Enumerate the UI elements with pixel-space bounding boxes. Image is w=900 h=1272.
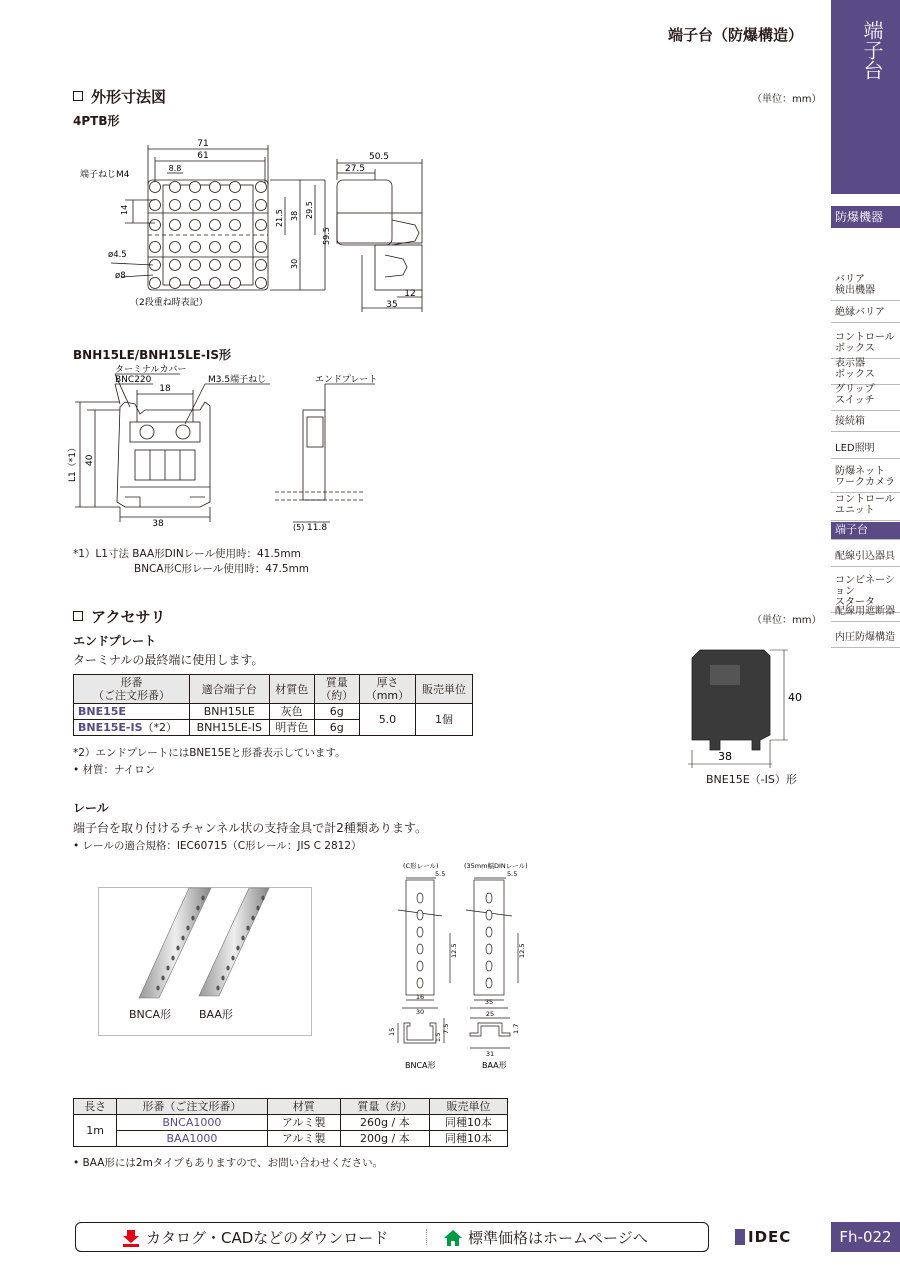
section-heading-outline [73,86,166,107]
price-link-label: 標準価格はホームページへ [468,1229,648,1247]
table-header: 販売単位 [429,1099,507,1115]
table-cell: 同種10本 [429,1115,507,1131]
table-cell-model [74,704,190,720]
screw-mark [210,182,221,193]
sidebar-item[interactable]: 絶縁バリア [831,305,900,323]
table-row [74,1115,508,1131]
footer-link-bar [75,1222,709,1252]
dim-5: (5) [293,523,305,532]
sidebar-item[interactable]: グリップ スイッチ [831,382,900,411]
rail-photo-image [99,888,311,1035]
page-number: Fh-022 [831,1222,900,1252]
square-bullet-icon [73,611,83,621]
rail-hole [176,946,179,951]
table-cell: 1個 [416,704,473,736]
sidebar-item[interactable]: 配線用遮断器 [831,604,900,622]
screw-mark [150,278,161,289]
rail-hole [181,936,184,941]
table-header: 質量 （約） [314,675,359,704]
subheading-4ptb: 4PTB形 [73,114,120,128]
dim-29-5: 29.5 [305,201,314,219]
dim-35: 35 [386,300,398,310]
endplate-description: ターミナルの最終端に使用します。 [73,653,264,667]
dim-5-5-din: 5.5 [507,870,518,878]
square-bullet-icon [73,91,83,101]
download-icon [122,1229,140,1247]
rail-description: 端子台を取り付けるチャンネル状の支持金具で計2種類あります。 [73,821,427,835]
dim-27-5: 27.5 [344,164,366,174]
table-cell: アルミ製 [267,1115,340,1131]
rail-hole [246,926,249,931]
label-screw: 端子ねじM4 [80,170,130,180]
dim-l1: L1（*1） [68,443,78,482]
rail-slot [417,978,423,988]
screw-mark [230,220,241,231]
screw-mark [230,200,241,211]
rail-hole [171,956,174,961]
table-header: 適合端子台 [189,675,269,704]
table-header: 質量（約） [340,1099,429,1115]
rail-photo [98,887,312,1036]
dim-38: 38 [290,210,299,221]
table-row [74,1131,508,1147]
screw-mark [210,260,221,271]
label-c-rail: (C形レール) [403,862,439,870]
table-header-row [74,675,473,704]
screw-mark [170,278,181,289]
subheading-bnh: BNH15LE/BNH15LE-IS形 [73,348,232,362]
table-cell-model: BAA1000 [117,1131,267,1147]
table-cell: BNH15LE-IS [189,720,269,736]
table-cell: 1m [74,1115,117,1147]
screw-mark [230,242,241,253]
dim-11-8: 11.8 [307,523,328,533]
dim-14: 14 [120,204,129,215]
table-row [74,704,473,720]
dim-d4-5: ø4.5 [108,250,127,260]
dim-31: 31 [485,1050,495,1058]
dim-40: 40 [85,454,95,466]
rail-slot [486,944,492,954]
endplate-notes [73,745,346,779]
screw-mark [256,242,267,253]
screw-mark [256,260,267,271]
rail-hole [221,976,224,981]
dim-38-bnh: 38 [152,519,164,529]
endplate-photo-caption: BNE15E（-IS）形 [706,773,797,786]
sidebar-item[interactable]: 内圧防爆構造 [831,630,900,648]
sidebar-item[interactable]: 配線引込器具 [831,549,900,567]
unit-label: （単位：mm） [752,94,822,105]
unit-label: （単位：mm） [752,615,822,626]
rail-slot [417,893,423,903]
rail-hole [216,986,219,991]
divider [426,1229,428,1245]
section-heading-accessory [73,606,166,627]
dim-59-5: 59.5 [322,227,331,245]
table-cell: 6g [314,704,359,720]
rail-hole [251,916,254,921]
sidebar-item[interactable]: コントロール ボックス [831,330,900,359]
rail-hole [156,986,159,991]
dim-25: 25 [485,1010,495,1018]
screw-mark [170,220,181,231]
screw-mark [230,260,241,271]
screw-mark [170,200,181,211]
table-header: 材質 [267,1099,340,1115]
screw-mark [170,260,181,271]
table-cell: 同種10本 [429,1131,507,1147]
rail-slot [417,927,423,937]
screw-mark [170,182,181,193]
screw-mark [230,182,241,193]
logo-text: IDEC [748,1228,792,1246]
footnote-l1 [73,547,309,577]
table-header: 材質色 [269,675,314,704]
screw-mark [190,200,201,211]
dim-40-photo: 40 [788,691,802,704]
rail-hole [241,936,244,941]
label-m35-screw: M3.5端子ねじ [208,375,267,385]
caption-bnca: BNCA形 [405,1061,436,1070]
rail-standard-note: • レールの適合規格：IEC60715（C形レール：JIS C 2812） [73,840,362,852]
category-tab-label: 端子台 [860,20,884,80]
screw-mark [190,260,201,271]
rail-hole [236,946,239,951]
screw-mark [150,242,161,253]
sidebar-item[interactable]: コンビネーション スタータ [831,573,900,613]
label-endplate: エンドプレート [315,375,378,385]
table-cell: 灰色 [269,704,314,720]
dim-71: 71 [197,139,209,149]
rail-slot [417,961,423,971]
download-link[interactable] [122,1227,388,1248]
rail-slot [486,961,492,971]
note-stacked: （2段重ね時表記） [130,298,208,308]
note-line: • 材質：ナイロン [73,764,156,776]
screw-mark [170,242,181,253]
dim-8-8: 8.8 [168,164,182,173]
screw-mark [256,278,267,289]
label-terminal-cover: ターミナルカバー [115,365,187,375]
rail-hole [226,966,229,971]
subheading-rail: レール [73,801,109,815]
screw-mark [210,278,221,289]
footnote-line: BNCA形C形レール使用時：47.5mm [134,563,310,575]
screw-mark [190,278,201,289]
screw-mark [150,220,161,231]
endplate-photo [680,640,810,775]
table-header: 長さ [74,1099,117,1115]
table-header: 厚さ （mm） [359,675,415,704]
sidebar-item[interactable]: 端子台 [831,522,900,540]
sidebar-item[interactable]: 表示器 ボックス [831,356,900,385]
dim-5-5-c: 5.5 [435,870,446,878]
sidebar-item[interactable]: 接続箱 [831,414,900,432]
rail-hole [196,906,199,911]
table-cell: 260g / 本 [340,1115,429,1131]
dim-12-5-c: 12.5 [450,943,458,958]
dim-50-5: 50.5 [368,152,390,162]
photo-label-baa: BAA形 [199,1008,233,1021]
screw-mark [210,200,221,211]
section-title: アクセサリ [91,608,166,626]
table-header: 形番（ご注文形番） [117,1099,267,1115]
model-code: BNE15E-IS [78,721,143,734]
rail-hole [201,896,204,901]
dim-18: 18 [159,384,171,394]
dim-1-5: 1.5 [435,1032,442,1042]
dim-12-5-din: 12.5 [518,943,526,958]
screw-mark [190,242,201,253]
dim-12: 12 [404,289,416,299]
rail-slot [486,978,492,988]
rail-drawing [378,858,538,1073]
dim-61: 61 [197,151,209,161]
table-header: 販売単位 [416,675,473,704]
table-cell: 200g / 本 [340,1131,429,1147]
sidebar-item[interactable]: 防爆ネット ワークカメラ [831,464,900,493]
table-cell: BNH15LE [189,704,269,720]
model-note: （*2） [142,721,178,734]
rail-footnote: • BAA形には2mタイプもありますので、お問い合わせください。 [73,1157,384,1169]
logo-mark-icon [735,1229,745,1245]
sidebar-item[interactable]: LED照明 [831,441,900,459]
category-tab [831,0,900,194]
dim-15: 15 [388,1027,396,1036]
table-cell: 5.0 [359,704,415,736]
photo-label-bnca: BNCA形 [129,1008,171,1021]
rail-slot [486,927,492,937]
table-header-row [74,1099,508,1115]
screw-mark [150,182,161,193]
table-header: 形番 （ご注文形番） [74,675,190,704]
dim-35: 35 [484,998,494,1006]
screw-mark [256,182,267,193]
rail-hole [166,966,169,971]
rail-slot [486,910,492,920]
dim-38-photo: 38 [718,750,732,763]
rail-hole [186,926,189,931]
rail-hole [256,906,259,911]
rail-slot [417,944,423,954]
subheading-endplate: エンドプレート [73,634,157,648]
dim-16: 16 [415,993,425,1001]
sidebar-item[interactable]: バリア 検出機器 [831,272,900,301]
rail-slot [486,893,492,903]
rail-hole [191,916,194,921]
price-link[interactable] [444,1227,648,1248]
dim-30: 30 [290,258,299,269]
idec-logo [735,1228,791,1246]
screw-mark [256,220,267,231]
rail-hole [161,976,164,981]
screw-mark [190,182,201,193]
dim-d8: ø8 [115,271,126,281]
table-cell-model: BNCA1000 [117,1115,267,1131]
endplate-table [73,674,473,736]
dim-30: 30 [415,1008,425,1016]
rail-slot [417,910,423,920]
footnote-line: *1）L1寸法 BAA形DINレール使用時：41.5mm [73,548,301,560]
dim-7-5: 7.5 [442,1023,450,1034]
page-title: 端子台（防爆構造） [668,26,804,44]
label-bnc220: BNC220 [115,375,152,385]
dim-1-7: 1.7 [512,1023,520,1034]
rail-hole [261,896,264,901]
download-link-label: カタログ・CADなどのダウンロード [146,1229,389,1247]
screw-mark [190,220,201,231]
sidebar-group-label[interactable]: 防爆機器 [831,206,900,228]
screw-mark [230,278,241,289]
drawing-4ptb [75,135,435,320]
screw-mark [210,220,221,231]
dim-21-5: 21.5 [275,209,284,227]
drawing-bnh [68,362,378,537]
table-cell-model [74,720,190,736]
rail-hole [231,956,234,961]
screw-mark [210,242,221,253]
screw-mark [256,200,267,211]
label-din-rail: (35mm幅DINレール) [464,862,528,870]
caption-baa: BAA形 [482,1061,507,1070]
sidebar-item[interactable]: コントロール ユニット [831,492,900,521]
rail-table [73,1098,508,1147]
section-title: 外形寸法図 [91,88,167,106]
model-code: BNE15E [78,705,126,718]
table-cell: 明青色 [269,720,314,736]
table-cell: アルミ製 [267,1131,340,1147]
home-icon [444,1229,462,1247]
note-line: *2）エンドプレートにはBNE15Eと形番表示しています。 [73,747,346,759]
screw-mark [150,200,161,211]
table-cell: 6g [314,720,359,736]
